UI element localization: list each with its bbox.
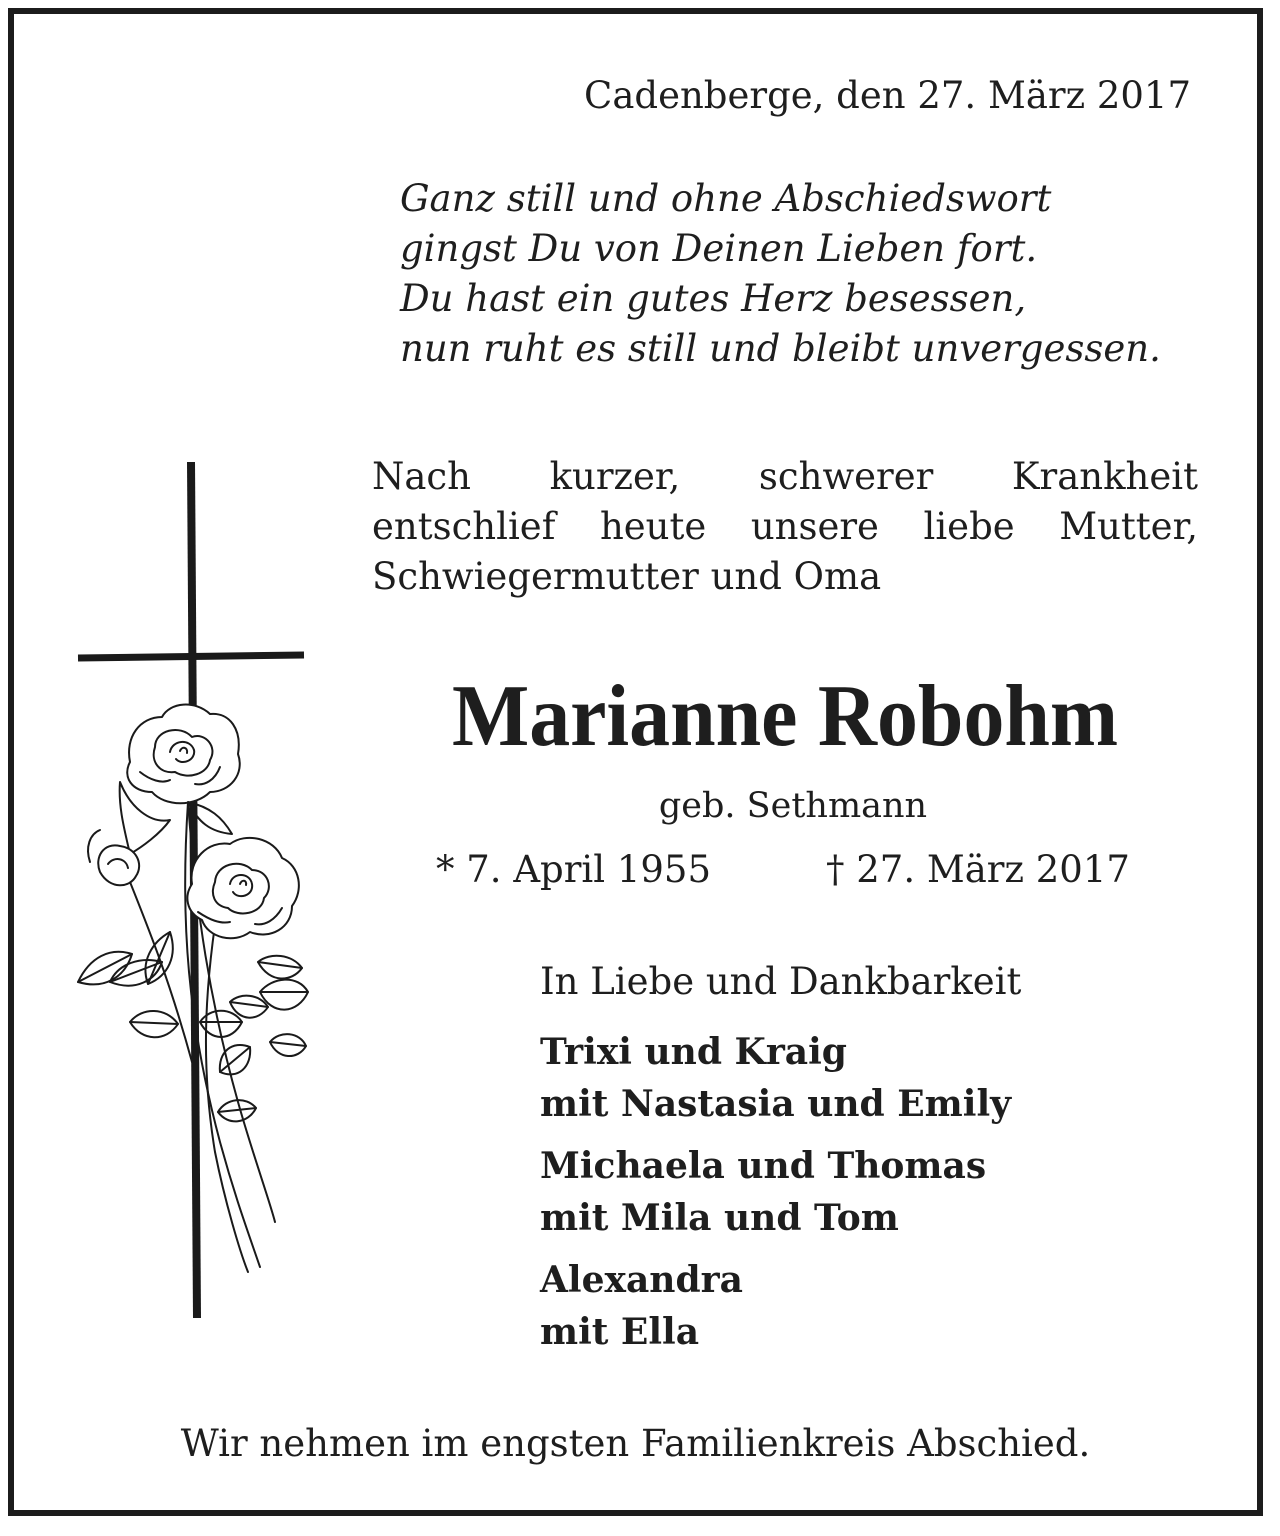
- poem-line: nun ruht es still und bleibt unvergessen.: [400, 327, 1161, 370]
- birth-date: * 7. April 1955: [436, 848, 712, 891]
- announcement-text: [372, 452, 1198, 602]
- family-line: mit Mila und Tom: [540, 1197, 899, 1239]
- family-group: [540, 1254, 1011, 1358]
- obituary-notice: [8, 8, 1263, 1516]
- word: liebe: [923, 505, 1015, 548]
- closing-phrase: In Liebe und Dankbarkeit: [540, 960, 1022, 1003]
- word: kurzer,: [549, 455, 681, 498]
- family-line: mit Nastasia und Emily: [540, 1083, 1012, 1125]
- cross-with-roses-illustration: [70, 462, 320, 1332]
- word: entschlief: [372, 505, 556, 548]
- poem-line: Ganz still und ohne Abschiedswort: [400, 177, 1052, 220]
- death-date: † 27. März 2017: [826, 848, 1130, 891]
- word: Nach: [372, 455, 471, 498]
- family-signatures: [540, 1026, 1011, 1368]
- word: Mutter,: [1059, 505, 1198, 548]
- farewell-note: Wir nehmen im engsten Familienkreis Abschied.: [180, 1422, 1091, 1465]
- family-line: Alexandra: [540, 1259, 743, 1301]
- word: unsere: [750, 505, 879, 548]
- poem-line: gingst Du von Deinen Lieben fort.: [400, 227, 1038, 270]
- birth-name: geb. Sethmann: [658, 786, 928, 826]
- announcement-line: [372, 452, 1198, 502]
- announcement-line: [372, 502, 1198, 552]
- family-line: Michaela und Thomas: [540, 1145, 987, 1187]
- family-line: Trixi und Kraig: [540, 1031, 847, 1073]
- deceased-name: Marianne Robohm: [451, 668, 1119, 765]
- place-date: Cadenberge, den 27. März 2017: [584, 74, 1191, 117]
- poem-line: Du hast ein gutes Herz besessen,: [400, 277, 1027, 320]
- word: schwerer: [758, 455, 934, 498]
- family-group: [540, 1026, 1011, 1130]
- announcement-line: Schwiegermutter und Oma: [372, 555, 882, 598]
- word: heute: [599, 505, 707, 548]
- word: Krankheit: [1011, 455, 1198, 498]
- poem: [400, 174, 1161, 374]
- family-line: mit Ella: [540, 1311, 700, 1353]
- family-group: [540, 1140, 1011, 1244]
